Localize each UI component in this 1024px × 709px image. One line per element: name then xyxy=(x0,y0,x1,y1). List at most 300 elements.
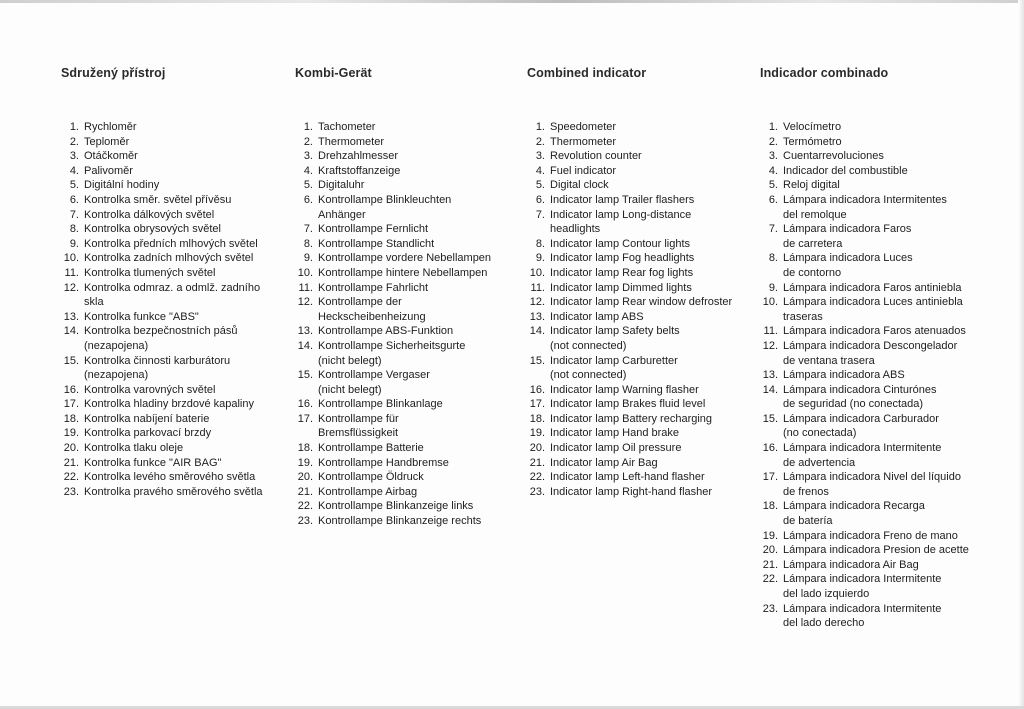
item-text: Kontrollampe Fahrlicht xyxy=(318,281,429,294)
item-text: Lámpara indicadora Luces xyxy=(783,252,913,265)
item-number xyxy=(295,354,313,369)
list-item xyxy=(527,281,757,296)
item-text: Indicator lamp Battery recharging xyxy=(550,412,713,425)
list-item xyxy=(295,456,510,471)
list-item xyxy=(760,237,990,252)
list-item xyxy=(61,470,276,485)
column-title: Combined indicator xyxy=(527,66,647,80)
item-text: Kontrollampe Sicherheitsgurte xyxy=(318,339,466,352)
item-number: 4. xyxy=(303,164,313,177)
item-list xyxy=(61,120,276,499)
list-item xyxy=(760,456,990,471)
list-item xyxy=(760,281,990,296)
item-number xyxy=(760,456,778,471)
item-number: 23. xyxy=(762,602,778,615)
list-item xyxy=(760,514,990,529)
item-number: 13. xyxy=(297,325,313,338)
item-number: 4. xyxy=(69,164,79,177)
item-number xyxy=(527,222,545,237)
list-item xyxy=(527,295,757,310)
item-text: de ventana trasera xyxy=(783,354,875,367)
item-number: 19. xyxy=(63,427,79,440)
item-number: 21. xyxy=(297,485,313,498)
item-number xyxy=(760,514,778,529)
list-item xyxy=(295,383,510,398)
item-number: 16. xyxy=(762,442,778,455)
item-number xyxy=(760,354,778,369)
item-number: 17. xyxy=(529,398,545,411)
item-text: Kontrollampe vordere Nebellampen xyxy=(318,252,492,265)
list-item xyxy=(61,135,276,150)
item-number: 2. xyxy=(69,135,79,148)
list-item xyxy=(295,266,510,281)
list-item xyxy=(61,295,276,310)
list-item xyxy=(527,266,757,281)
item-number: 4. xyxy=(535,164,545,177)
item-text: (nezapojena) xyxy=(84,369,149,382)
item-number xyxy=(61,339,79,354)
item-list xyxy=(295,120,510,529)
item-number xyxy=(61,295,79,310)
item-text: Drehzahlmesser xyxy=(318,150,399,163)
list-item xyxy=(295,237,510,252)
item-text: de seguridad (no conectada) xyxy=(783,398,924,411)
item-number xyxy=(527,339,545,354)
item-text: Kontrollampe Handbremse xyxy=(318,456,449,469)
list-item xyxy=(61,383,276,398)
list-item xyxy=(295,222,510,237)
item-text: (nicht belegt) xyxy=(318,383,382,396)
item-number: 14. xyxy=(63,325,79,338)
list-item xyxy=(295,441,510,456)
list-item xyxy=(295,485,510,500)
item-text: Kontrolka předních mlhových světel xyxy=(84,237,258,250)
item-number xyxy=(61,368,79,383)
item-text: Lámpara indicadora Intermitente xyxy=(783,602,942,615)
item-number: 2. xyxy=(535,135,545,148)
item-number xyxy=(760,616,778,631)
list-item xyxy=(295,149,510,164)
item-number: 15. xyxy=(297,369,313,382)
item-text: Lámpara indicadora Faros antiniebla xyxy=(783,281,962,294)
list-item xyxy=(61,120,276,135)
item-number: 17. xyxy=(297,412,313,425)
list-item xyxy=(295,193,510,208)
item-number: 3. xyxy=(303,150,313,163)
item-text: de frenos xyxy=(783,485,829,498)
item-number: 5. xyxy=(768,179,778,192)
item-number: 11. xyxy=(530,281,545,294)
list-item xyxy=(760,470,990,485)
item-number: 18. xyxy=(63,412,79,425)
item-text: de advertencia xyxy=(783,456,856,469)
item-text: Kontrolka zadních mlhových světel xyxy=(84,252,254,265)
item-number: 11. xyxy=(64,266,79,279)
item-number: 12. xyxy=(762,339,778,352)
item-number xyxy=(760,266,778,281)
item-text: Kontrolka varovných světel xyxy=(84,383,216,396)
list-item xyxy=(760,397,990,412)
item-text: Kontrollampe Standlicht xyxy=(318,237,435,250)
list-item xyxy=(527,237,757,252)
list-item xyxy=(760,558,990,573)
list-item xyxy=(295,251,510,266)
item-text: Kontrolka parkovací brzdy xyxy=(84,427,212,440)
list-item xyxy=(61,208,276,223)
item-number: 3. xyxy=(535,150,545,163)
item-text: Kraftstoffanzeige xyxy=(318,164,401,177)
item-number: 6. xyxy=(303,193,313,206)
list-item xyxy=(760,499,990,514)
item-number xyxy=(760,397,778,412)
item-text: Lámpara indicadora Carburador xyxy=(783,412,939,425)
list-item xyxy=(760,529,990,544)
list-item xyxy=(295,178,510,193)
item-number xyxy=(527,368,545,383)
list-item xyxy=(295,120,510,135)
column-spanish xyxy=(760,66,990,631)
item-text: Kontrollampe hintere Nebellampen xyxy=(318,266,488,279)
list-item xyxy=(760,149,990,164)
item-text: Indicador del combustible xyxy=(783,164,908,177)
item-number xyxy=(760,208,778,223)
list-item xyxy=(61,193,276,208)
item-text: de batería xyxy=(783,515,833,528)
list-item xyxy=(295,135,510,150)
item-text: Indicator lamp Right-hand flasher xyxy=(550,485,713,498)
item-text: Indicator lamp Warning flasher xyxy=(550,383,699,396)
item-text: Kontrolka funkce "AIR BAG" xyxy=(84,456,222,469)
item-number: 22. xyxy=(63,471,79,484)
item-number: 2. xyxy=(303,135,313,148)
item-number: 12. xyxy=(529,296,545,309)
item-text: Digitální hodiny xyxy=(84,179,160,192)
list-item xyxy=(527,397,757,412)
list-item xyxy=(760,354,990,369)
item-text: Kontrollampe der xyxy=(318,296,402,309)
list-item xyxy=(760,120,990,135)
item-number: 1. xyxy=(69,121,79,133)
item-text: Teploměr xyxy=(84,135,130,148)
item-text: Kontrollampe ABS-Funktion xyxy=(318,325,454,338)
item-text: Heckscheibenheizung xyxy=(318,310,426,323)
list-item xyxy=(295,412,510,427)
item-number: 20. xyxy=(63,442,79,455)
item-text: Kontrollampe für xyxy=(318,412,399,425)
list-item xyxy=(61,164,276,179)
list-item xyxy=(527,339,757,354)
item-text: (nicht belegt) xyxy=(318,354,382,367)
list-item xyxy=(295,514,510,529)
item-number: 15. xyxy=(63,354,79,367)
item-number: 7. xyxy=(69,208,79,221)
list-item xyxy=(527,456,757,471)
item-text: (nezapojena) xyxy=(84,339,149,352)
item-text: Indicator lamp Contour lights xyxy=(550,237,691,250)
item-number: 6. xyxy=(768,193,778,206)
item-text: Kontrollampe Vergaser xyxy=(318,369,430,382)
list-item xyxy=(760,208,990,223)
item-number: 12. xyxy=(63,281,79,294)
list-item xyxy=(61,178,276,193)
list-item xyxy=(760,572,990,587)
column-german xyxy=(295,66,510,529)
list-item xyxy=(760,135,990,150)
list-item xyxy=(527,164,757,179)
item-text: Anhänger xyxy=(318,208,366,221)
item-number: 1. xyxy=(303,121,313,133)
item-text: Indicator lamp Air Bag xyxy=(550,456,658,469)
item-text: Digitaluhr xyxy=(318,179,365,192)
item-number: 8. xyxy=(768,252,778,265)
item-text: Lámpara indicadora Intermitente xyxy=(783,573,942,586)
list-item xyxy=(760,222,990,237)
item-text: Indicator lamp Rear fog lights xyxy=(550,266,694,279)
list-item xyxy=(760,426,990,441)
item-number: 16. xyxy=(63,383,79,396)
item-text: Indicator lamp Long-distance xyxy=(550,208,692,221)
item-text: Lámpara indicadora ABS xyxy=(783,369,905,382)
item-text: Indicator lamp Oil pressure xyxy=(550,442,682,455)
item-number: 17. xyxy=(762,471,778,484)
item-text: Lámpara indicadora Presion de acette xyxy=(783,544,969,557)
item-number: 10. xyxy=(63,252,79,265)
item-text: Kontrolka činnosti karburátoru xyxy=(84,354,231,367)
item-number: 9. xyxy=(69,237,79,250)
item-number xyxy=(760,587,778,602)
item-number: 22. xyxy=(297,500,313,513)
item-number: 18. xyxy=(529,412,545,425)
item-text: Revolution counter xyxy=(550,150,642,163)
item-number: 21. xyxy=(63,456,79,469)
list-item xyxy=(295,368,510,383)
item-text: Lámpara indicadora Nivel del líquido xyxy=(783,471,961,484)
list-item xyxy=(61,310,276,325)
item-number: 6. xyxy=(69,193,79,206)
list-item xyxy=(760,441,990,456)
scan-right-edge xyxy=(1018,0,1024,709)
list-item xyxy=(760,310,990,325)
item-number: 15. xyxy=(529,354,545,367)
list-item xyxy=(527,368,757,383)
item-number: 13. xyxy=(762,369,778,382)
item-text: Termómetro xyxy=(783,135,842,148)
list-item xyxy=(760,543,990,558)
item-number xyxy=(760,485,778,500)
item-text: Kontrolka levého směrového světla xyxy=(84,471,256,484)
list-item xyxy=(760,339,990,354)
list-item xyxy=(527,120,757,135)
item-number: 10. xyxy=(762,296,778,309)
item-text: Kontrollampe Öldruck xyxy=(318,471,424,484)
item-number: 10. xyxy=(529,266,545,279)
list-item xyxy=(527,441,757,456)
list-item xyxy=(295,426,510,441)
list-item xyxy=(295,324,510,339)
list-item xyxy=(760,266,990,281)
item-number: 13. xyxy=(529,310,545,323)
item-number: 5. xyxy=(303,179,313,192)
item-list xyxy=(760,120,990,631)
item-text: Fuel indicator xyxy=(550,164,617,177)
item-number: 14. xyxy=(529,325,545,338)
item-number: 19. xyxy=(297,456,313,469)
item-text: Lámpara indicadora Luces antiniebla xyxy=(783,296,963,309)
item-number xyxy=(295,208,313,223)
item-number: 19. xyxy=(529,427,545,440)
item-text: Thermometer xyxy=(318,135,385,148)
list-item xyxy=(527,426,757,441)
item-text: Thermometer xyxy=(550,135,617,148)
item-number: 16. xyxy=(297,398,313,411)
scan-top-edge xyxy=(0,0,1024,3)
item-number: 2. xyxy=(768,135,778,148)
list-item xyxy=(61,339,276,354)
item-number: 3. xyxy=(69,150,79,163)
item-number: 6. xyxy=(535,193,545,206)
item-text: (not connected) xyxy=(550,339,627,352)
item-number: 9. xyxy=(768,281,778,294)
item-number: 9. xyxy=(535,252,545,265)
item-number: 17. xyxy=(63,398,79,411)
list-item xyxy=(61,426,276,441)
list-item xyxy=(61,266,276,281)
list-item xyxy=(527,208,757,223)
item-text: Kontrolka tlumených světel xyxy=(84,266,216,279)
item-number: 22. xyxy=(762,573,778,586)
item-number: 1. xyxy=(768,121,778,133)
item-number: 15. xyxy=(762,412,778,425)
list-item xyxy=(527,485,757,500)
list-item xyxy=(61,368,276,383)
item-text: Kontrolka hladiny brzdové kapaliny xyxy=(84,398,254,411)
list-item xyxy=(61,485,276,500)
item-number: 9. xyxy=(303,252,313,265)
item-text: Kontrolka bezpečnostních pásů xyxy=(84,325,238,338)
item-text: Kontrollampe Blinkanzeige rechts xyxy=(318,515,482,528)
list-item xyxy=(61,441,276,456)
item-text: Lámpara indicadora Freno de mano xyxy=(783,529,958,542)
item-text: Kontrolka odmraz. a odmlž. zadního xyxy=(84,281,261,294)
list-item xyxy=(527,222,757,237)
list-item xyxy=(760,587,990,602)
item-number: 22. xyxy=(529,471,545,484)
item-number: 20. xyxy=(529,442,545,455)
item-number: 5. xyxy=(69,179,79,192)
list-item xyxy=(61,456,276,471)
list-item xyxy=(295,339,510,354)
item-text: Bremsflüssigkeit xyxy=(318,427,399,440)
item-number: 13. xyxy=(63,310,79,323)
item-text: Rychloměr xyxy=(84,121,137,133)
item-text: Kontrolka pravého směrového světla xyxy=(84,485,263,498)
list-item xyxy=(527,412,757,427)
item-text: Lámpara indicadora Intermitente xyxy=(783,442,942,455)
item-text: de carretera xyxy=(783,237,843,250)
item-number: 8. xyxy=(69,223,79,236)
item-number: 10. xyxy=(297,266,313,279)
list-item xyxy=(295,470,510,485)
list-item xyxy=(295,281,510,296)
item-text: Indicator lamp Left-hand flasher xyxy=(550,471,705,484)
item-text: Otáčkoměr xyxy=(84,150,138,163)
item-text: Lámpara indicadora Cinturónes xyxy=(783,383,937,396)
list-item xyxy=(527,149,757,164)
list-item xyxy=(61,251,276,266)
item-text: Indicator lamp Hand brake xyxy=(550,427,680,440)
item-number: 7. xyxy=(535,208,545,221)
item-text: del lado derecho xyxy=(783,617,865,630)
list-item xyxy=(527,324,757,339)
item-number xyxy=(295,426,313,441)
list-item xyxy=(760,324,990,339)
item-text: Kontrolka dálkových světel xyxy=(84,208,215,221)
list-item xyxy=(760,178,990,193)
list-item xyxy=(295,295,510,310)
list-item xyxy=(61,222,276,237)
item-text: headlights xyxy=(550,223,601,236)
item-number: 19. xyxy=(762,529,778,542)
item-number: 18. xyxy=(297,442,313,455)
item-number: 14. xyxy=(762,383,778,396)
item-text: Kontrollampe Blinkleuchten xyxy=(318,193,452,206)
item-text: Kontrollampe Blinkanlage xyxy=(318,398,443,411)
item-text: Kontrollampe Fernlicht xyxy=(318,223,429,236)
item-number: 23. xyxy=(63,485,79,498)
item-number: 8. xyxy=(303,237,313,250)
list-item xyxy=(295,499,510,514)
item-number: 7. xyxy=(768,223,778,236)
item-text: Kontrollampe Airbag xyxy=(318,485,418,498)
list-item xyxy=(295,310,510,325)
list-item xyxy=(295,208,510,223)
column-title: Kombi-Gerät xyxy=(295,66,372,80)
item-number: 11. xyxy=(298,281,313,294)
item-text: Kontrolka obrysových světel xyxy=(84,223,221,236)
item-number: 5. xyxy=(535,179,545,192)
item-number xyxy=(760,426,778,441)
item-text: del lado izquierdo xyxy=(783,588,870,600)
item-text: Indicator lamp Carburetter xyxy=(550,354,678,367)
item-text: Kontrollampe Batterie xyxy=(318,442,424,455)
list-item xyxy=(295,354,510,369)
list-item xyxy=(760,602,990,617)
list-item xyxy=(61,412,276,427)
list-item xyxy=(295,397,510,412)
item-text: Reloj digital xyxy=(783,179,840,192)
item-text: Kontrollampe Blinkanzeige links xyxy=(318,500,474,513)
item-number: 18. xyxy=(762,500,778,513)
item-text: Kontrolka funkce "ABS" xyxy=(84,310,199,323)
list-item xyxy=(760,368,990,383)
list-item xyxy=(760,295,990,310)
item-text: (no conectada) xyxy=(783,427,857,440)
item-text: del remolque xyxy=(783,208,847,221)
column-czech xyxy=(61,66,276,499)
item-text: skla xyxy=(84,296,104,309)
item-text: Kontrolka nabíjení baterie xyxy=(84,412,210,425)
column-title: Indicador combinado xyxy=(760,66,889,80)
item-text: Lámpara indicadora Recarga xyxy=(783,500,925,513)
list-item xyxy=(61,149,276,164)
item-number xyxy=(760,310,778,325)
item-number: 14. xyxy=(297,339,313,352)
item-text: Velocímetro xyxy=(783,121,842,133)
list-item xyxy=(61,397,276,412)
item-number: 21. xyxy=(762,558,778,571)
item-number xyxy=(760,237,778,252)
list-item xyxy=(760,164,990,179)
